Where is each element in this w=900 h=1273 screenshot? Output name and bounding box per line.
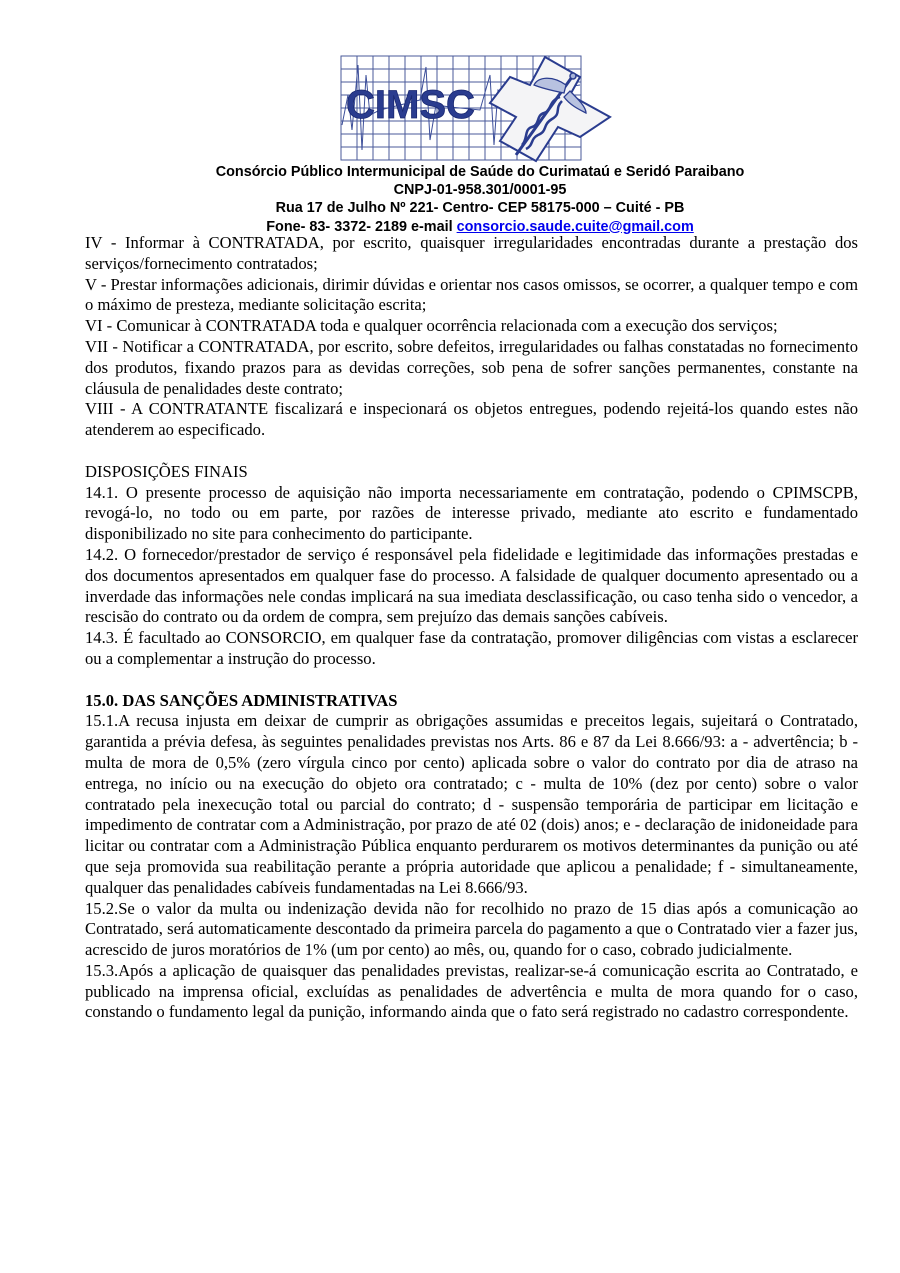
phone: Fone- 83- 3372- 2189 e-mail: [266, 218, 457, 235]
cnpj: CNPJ-01-958.301/0001-95: [393, 182, 567, 199]
obligation-item: V - Prestar informações adicionais, dirimir dúvidas e orientar nos casos omissos, se ocorrer, a qualquer tempo e com o máximo de presteza, mediante solicitação escrita;: [85, 274, 858, 315]
spacer: [85, 670, 858, 691]
obligation-item: VI - Comunicar à CONTRATADA toda e qualquer ocorrência relacionada com a execução dos serviços;: [85, 316, 778, 336]
logo-text: CIMSC: [346, 83, 475, 127]
cimsc-logo: [340, 55, 612, 163]
clause-15-1: 15.1.A recusa injusta em deixar de cumprir as obrigações assumidas e preceitos legais, sujeitará o Contratado, garantida a prévia defesa, às seguintes penalidades previstas nos Arts. 86 e 87 da Lei 8.666/93: a - advertência; b - multa de mora de 0,5% (zero vírgula cinco por cento) aplicada sobre o valor do contrato por dia de atraso na entrega, no início ou na execução do objeto ora contratado; c - multa de 10% (dez por cento) sobre o valor contratado pela inexecução total ou parcial do contrato; d - suspensão temporária de participar em licitação e impedimento de contratar com a Administração, por prazo de até 02 (dois) anos; e - declaração de inidoneidade para licitar ou contratar com a Administração Pública enquanto perdurarem os motivos determinantes da punição ou até que seja promovida sua reabilitação perante a própria autoridade que aplicou a penalidade; f - simultaneamente, qualquer das penalidades cabíveis fundamentadas na Lei 8.666/93.: [85, 711, 858, 897]
caduceus-icon: [490, 57, 610, 161]
sanctions-title: 15.0. DAS SANÇÕES ADMINISTRATIVAS: [85, 690, 398, 710]
address: Rua 17 de Julho Nº 221- Centro- CEP 58175-000 – Cuité - PB: [275, 200, 685, 217]
clause-15-2: 15.2.Se o valor da multa ou indenização devida não for recolhido no prazo de 15 dias após a comunicação ao Contratado, será automaticamente descontado da primeira parcela do pagamento a que o Contratado vier a fazer jus, acrescido de juros moratórios de 1% (um por cento) ao mês, ou, quando for o caso, cobrado judicialmente.: [85, 898, 858, 960]
clause-14-3: 14.3. É facultado ao CONSORCIO, em qualquer fase da contratação, promover diligências com vistas a esclarecer ou a complementar a instrução do processo.: [85, 628, 858, 668]
final-provisions-title: DISPOSIÇÕES FINAIS: [85, 461, 248, 481]
obligation-item: IV - Informar à CONTRATADA, por escrito, quaisquer irregularidades encontradas durante a prestação dos serviços/fornecimento contratados;: [85, 233, 858, 273]
document-body: [85, 233, 858, 1023]
email-link[interactable]: consorcio.saude.cuite@gmail.com: [456, 218, 694, 235]
obligation-item: VII - Notificar a CONTRATADA, por escrito, sobre defeitos, irregularidades ou falhas constatadas no fornecimento dos produtos, fixando prazos para as devidas correções, sob pena de sofrer sanções permanentes, constante na cláusula de penalidades deste contrato;: [85, 336, 858, 398]
letterhead: [0, 163, 900, 236]
clause-14-1: 14.1. O presente processo de aquisição não importa necessariamente em contratação, podendo o CPIMSCPB, revogá-lo, no todo ou em parte, por razões de interesse privado, mediante ato escrito e fundamentado disponibilizado no site para conhecimento do participante.: [85, 482, 858, 544]
org-name: Consórcio Público Intermunicipal de Saúde do Curimataú e Seridó Paraibano: [215, 164, 745, 180]
clause-14-2: 14.2. O fornecedor/prestador de serviço é responsável pela fidelidade e legitimidade das informações prestadas e dos documentos apresentados em qualquer fase do processo. A falsidade de qualquer documento apresentado ou a inverdade das informações nele condas implicará na sua imediata desclassificação, ou caso tenha sido o vencedor, a rescisão do contrato ou da ordem de compra, sem prejuízo das demais sanções cabíveis.: [85, 544, 858, 627]
obligation-item: VIII - A CONTRATANTE fiscalizará e inspecionará os objetos entregues, podendo rejeitá-los quando estes não atenderem ao especificado.: [85, 399, 858, 440]
clause-15-3: 15.3.Após a aplicação de quaisquer das penalidades previstas, realizar-se-á comunicação escrita ao Contratado, e publicado na imprensa oficial, excluídas as penalidades de advertência e multa de mora quando for o caso, constando o fundamento legal da punição, informando ainda que o fato será registrado no cadastro correspondente.: [85, 960, 858, 1022]
spacer: [85, 441, 858, 462]
